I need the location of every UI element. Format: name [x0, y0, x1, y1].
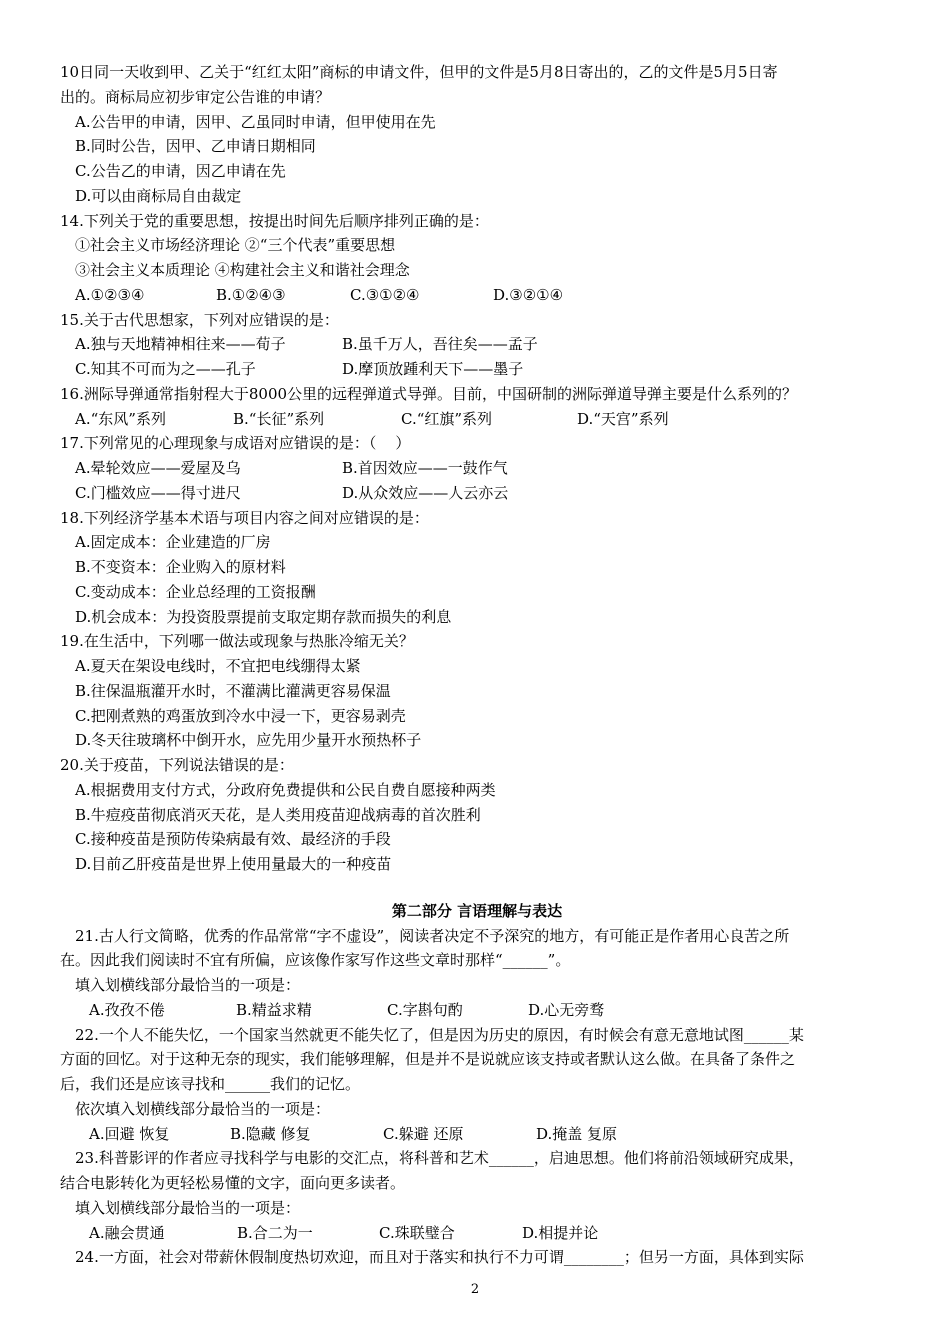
- question-13-option-a: A.公告甲的申请，因甲、乙虽同时申请，但甲使用在先: [75, 112, 436, 131]
- question-13-option-b: B.同时公告，因甲、乙申请日期相同: [75, 137, 316, 156]
- question-22-option-c: C.躲避 还原: [383, 1124, 464, 1143]
- question-21-option-b: B.精益求精: [236, 1000, 312, 1019]
- question-23-option-b: B.合二为一: [237, 1223, 313, 1242]
- question-17-option-c: C.门槛效应——得寸进尺: [75, 483, 241, 502]
- question-15-option-b: B.虽千万人，吾往矣——孟子: [342, 335, 538, 354]
- question-15-option-c: C.知其不可而为之——孔子: [75, 360, 256, 378]
- question-23-option-d: D.相提并论: [522, 1223, 599, 1242]
- question-13-option-d: D.可以由商标局自由裁定: [75, 186, 242, 205]
- question-18-option-a: A.固定成本：企业建造的厂房: [75, 533, 271, 552]
- question-19-option-d: D.冬天往玻璃杯中倒开水，应先用少量开水预热杯子: [75, 731, 422, 750]
- question-22-line-3: 后，我们还是应该寻找和______我们的记忆。: [60, 1075, 361, 1093]
- question-14-stem: 14.下列关于党的重要思想，按提出时间先后顺序排列正确的是：: [60, 211, 489, 230]
- question-17-option-a: A.晕轮效应——爱屋及乌: [75, 459, 241, 477]
- question-21-prompt: 填入划横线部分最恰当的一项是：: [75, 976, 301, 994]
- question-14-option-a: A.①②③④: [75, 285, 145, 304]
- question-17-option-b: B.首因效应——一鼓作气: [342, 459, 508, 477]
- question-22-line-2: 方面的回忆。对于这种无奈的现实，我们能够理解，但是并不是说就应该支持或者默认这么做。在具备了条件之: [60, 1050, 796, 1069]
- question-20-option-d: D.目前乙肝疫苗是世界上使用量最大的一种疫苗: [75, 855, 392, 873]
- question-21: [60, 924, 894, 1023]
- question-16-stem: 16.洲际导弹通常指射程大于8000公里的远程弹道式导弹。目前，中国研制的洲际弹道导弹主要是什么系列的？: [60, 384, 798, 403]
- question-13: [60, 60, 894, 209]
- question-17-stem: 17.下列常见的心理现象与成语对应错误的是：（ ）: [60, 434, 411, 453]
- question-13-option-c: C.公告乙的申请，因乙申请在先: [75, 162, 286, 180]
- question-20: [60, 753, 894, 877]
- question-16-option-d: D.“天宫”系列: [577, 409, 669, 428]
- question-20-option-b: B.牛痘疫苗彻底消灭天花，是人类用疫苗迎战病毒的首次胜利: [75, 805, 481, 824]
- question-18-option-b: B.不变资本：企业购入的原材料: [75, 558, 286, 576]
- question-19-option-c: C.把刚煮熟的鸡蛋放到冷水中浸一下，更容易剥壳: [75, 706, 406, 725]
- question-21-option-c: C.字斟句酌: [387, 1000, 463, 1019]
- question-24: [60, 1245, 894, 1270]
- question-16-options: [60, 407, 894, 432]
- question-23-line-2: 结合电影转化为更轻松易懂的文字，面向更多读者。: [60, 1174, 406, 1192]
- section-heading: 第二部分 言语理解与表达: [391, 901, 563, 920]
- question-20-option-c: C.接种疫苗是预防传染病最有效、最经济的手段: [75, 830, 391, 849]
- question-14-option-c: C.③①②④: [350, 285, 420, 304]
- question-21-line-1: 21.古人行文简略，优秀的作品常常“字不虚设”，阅读者决定不予深究的地方，有可能正是作者用心良苦之所: [75, 926, 790, 945]
- question-18: [60, 506, 894, 630]
- question-22-option-d: D.掩盖 复原: [536, 1124, 618, 1143]
- question-19-option-a: A.夏天在架设电线时，不宜把电线绷得太紧: [75, 657, 361, 675]
- question-15-option-d: D.摩顶放踵利天下——墨子: [342, 360, 524, 378]
- question-16-option-c: C.“红旗”系列: [401, 409, 493, 428]
- question-16-option-b: B.“长征”系列: [233, 409, 325, 428]
- question-14-options: [60, 283, 894, 308]
- question-19-stem: 19.在生活中，下列哪一做法或现象与热胀冷缩无关？: [60, 632, 414, 651]
- question-23-option-a: A.融会贯通: [89, 1223, 165, 1242]
- question-15: [60, 308, 894, 382]
- question-21-option-a: A.孜孜不倦: [89, 1000, 165, 1019]
- question-22: [60, 1023, 894, 1147]
- question-21-option-d: D.心无旁骛: [528, 1000, 605, 1019]
- question-15-stem: 15.关于古代思想家，下列对应错误的是：: [60, 310, 339, 329]
- question-23: [60, 1146, 894, 1245]
- question-17: [60, 431, 894, 505]
- question-14-option-b: B.①②④③: [216, 285, 286, 304]
- question-20-option-a: A.根据费用支付方式，分政府免费提供和公民自费自愿接种两类: [75, 780, 496, 799]
- question-17-options-row-2: [60, 481, 894, 506]
- question-14-item-line-2: ③社会主义本质理论 ④构建社会主义和谐社会理念: [75, 261, 410, 279]
- question-18-option-d: D.机会成本：为投资股票提前支取定期存款而损失的利息: [75, 607, 452, 626]
- question-24-line-1: 24.一方面，社会对带薪休假制度热切欢迎，而且对于落实和执行不力可谓________；但另一方面，具体到实际: [75, 1248, 804, 1267]
- question-23-line-1: 23.科普影评的作者应寻找科学与电影的交汇点，将科普和艺术______，启迪思想。他们将前沿领域研究成果，: [75, 1149, 804, 1168]
- question-22-option-b: B.隐藏 修复: [230, 1124, 311, 1143]
- question-15-options-row-2: [60, 357, 894, 382]
- question-20-stem: 20.关于疫苗，下列说法错误的是：: [60, 756, 294, 774]
- question-14-item-line-1: ①社会主义市场经济理论 ②“三个代表”重要思想: [75, 236, 396, 255]
- question-15-option-a: A.独与天地精神相往来——荀子: [75, 335, 286, 354]
- question-21-line-2: 在。因此我们阅读时不宜有所偏，应该像作家写作这些文章时那样“______”。: [60, 951, 571, 970]
- question-17-option-d: D.从众效应——人云亦云: [342, 483, 509, 502]
- question-15-options-row-1: [60, 332, 894, 357]
- question-13-line-2: 出的。商标局应初步审定公告谁的申请？: [60, 87, 331, 106]
- question-14-option-d: D.③②①④: [493, 285, 564, 304]
- page-number: 2: [470, 1282, 480, 1297]
- question-14: [60, 209, 894, 308]
- question-23-option-c: C.珠联璧合: [379, 1223, 455, 1242]
- question-13-line-1: 10日同一天收到甲、乙关于“红红太阳”商标的申请文件，但甲的文件是5月8日寄出的，乙的文件是5月5日寄: [60, 63, 778, 81]
- question-18-stem: 18.下列经济学基本术语与项目内容之间对应错误的是：: [60, 508, 429, 527]
- question-19-option-b: B.往保温瓶灌开水时，不灌满比灌满更容易保温: [75, 681, 391, 700]
- question-18-option-c: C.变动成本：企业总经理的工资报酬: [75, 582, 316, 601]
- question-16: [60, 382, 894, 432]
- question-23-options: [60, 1221, 894, 1246]
- question-23-prompt: 填入划横线部分最恰当的一项是：: [75, 1198, 301, 1217]
- question-22-line-1: 22.一个人不能失忆，一个国家当然就更不能失忆了，但是因为历史的原因，有时候会有意无意地试图______某: [75, 1025, 804, 1044]
- question-21-options: [60, 998, 894, 1023]
- question-22-options: [60, 1122, 894, 1147]
- question-16-option-a: A.“东风”系列: [75, 409, 166, 428]
- question-22-prompt: 依次填入划横线部分最恰当的一项是：: [75, 1099, 331, 1118]
- question-17-options-row-1: [60, 456, 894, 481]
- question-22-option-a: A.回避 恢复: [89, 1124, 170, 1143]
- question-19: [60, 629, 894, 753]
